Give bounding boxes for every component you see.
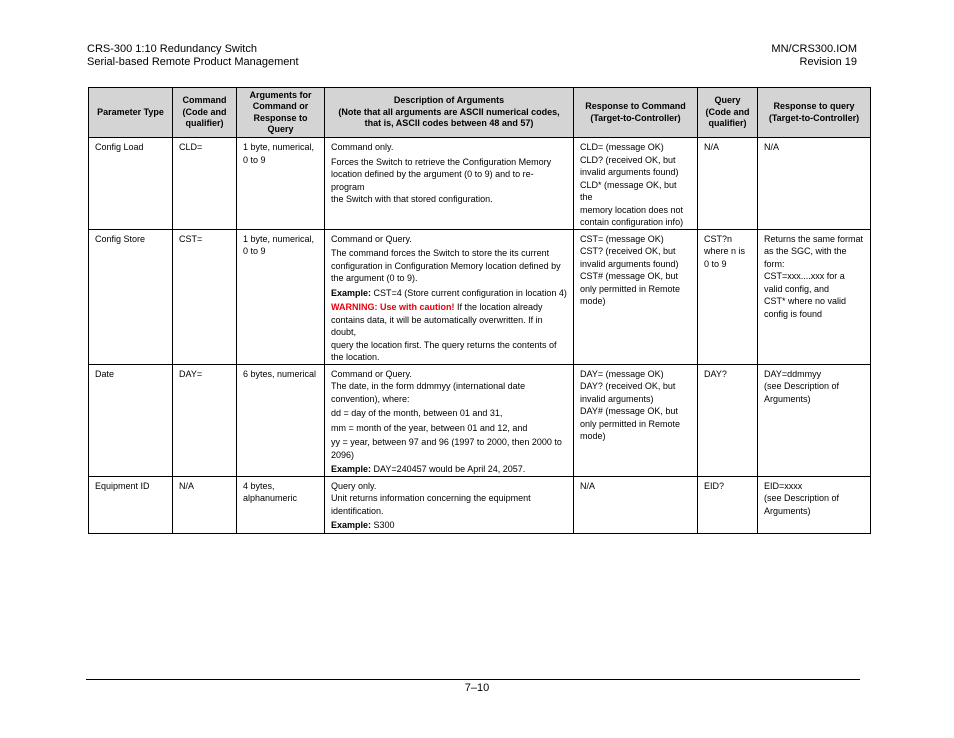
query-cell: DAY? — [698, 364, 758, 476]
table-row — [89, 138, 871, 230]
arguments-cell: 6 bytes, numerical — [237, 364, 325, 476]
query-cell: N/A — [698, 138, 758, 230]
document-revision: Revision 19 — [799, 56, 857, 68]
column-header-description: Description of Arguments (Note that all arguments are ASCII numerical codes, that is, ASCII codes between 48 and 57) — [325, 88, 574, 138]
page-number: 7–10 — [464, 682, 490, 694]
header-right — [771, 43, 857, 69]
document-subtitle: Serial-based Remote Product Management — [87, 56, 299, 68]
response-to-command-cell: CLD= (message OK) CLD? (received OK, but invalid arguments found) CLD* (message OK, but the memory location does not contain configuration info) — [574, 138, 698, 230]
footer-rule — [86, 679, 860, 680]
example-label: Example: — [331, 287, 372, 298]
arguments-cell: 1 byte, numerical, 0 to 9 — [237, 229, 325, 364]
arguments-cell: 4 bytes, alphanumeric — [237, 476, 325, 533]
column-header-command: Command (Code and qualifier) — [173, 88, 237, 138]
response-to-query-cell: EID=xxxx (see Description of Arguments) — [758, 476, 871, 533]
response-to-query-cell: N/A — [758, 138, 871, 230]
parameter-type-cell: Date — [89, 364, 173, 476]
document-id: MN/CRS300.IOM — [771, 43, 857, 55]
column-header-response-to-query: Response to query (Target-to-Controller) — [758, 88, 871, 138]
column-header-parameter-type: Parameter Type — [89, 88, 173, 138]
response-to-command-cell: N/A — [574, 476, 698, 533]
column-header-arguments: Arguments for Command or Response to Query — [237, 88, 325, 138]
table-header-row — [89, 88, 871, 138]
response-to-command-cell: DAY= (message OK) DAY? (received OK, but invalid arguments) DAY# (message OK, but only permitted in Remote mode) — [574, 364, 698, 476]
command-cell: N/A — [173, 476, 237, 533]
column-header-response-to-command: Response to Command (Target-to-Controller) — [574, 88, 698, 138]
command-table — [88, 87, 871, 534]
example-label: Example: — [331, 520, 372, 530]
description-cell: Command only. Forces the Switch to retrieve the Configuration Memory location defined by the argument (0 to 9) and to re-program the Switch with that stored configuration. — [325, 138, 574, 230]
parameter-type-cell: Config Store — [89, 229, 173, 364]
document-title: CRS-300 1:10 Redundancy Switch — [87, 43, 257, 55]
query-cell: CST?n where n is 0 to 9 — [698, 229, 758, 364]
response-to-query-cell: Returns the same format as the SGC, with the form: CST=xxx....xxx for a valid config, and CST* where no valid config is found — [758, 229, 871, 364]
description-cell: Query only. Unit returns information concerning the equipment identification. Example: S300 — [325, 476, 574, 533]
response-to-command-cell: CST= (message OK) CST? (received OK, but invalid arguments found) CST# (message OK, but only permitted in Remote mode) — [574, 229, 698, 364]
description-cell: Command or Query. The command forces the Switch to store the its current configuration in Configuration Memory location defined by the argument (0 to 9). Example: CST=4 (Store current configuration in location 4) WARNING: Use with caution! If the location already contains data, it will be automatically overwritten. If in doubt, query the location first. The query returns the contents of the location. — [325, 229, 574, 364]
column-header-query: Query (Code and qualifier) — [698, 88, 758, 138]
warning-label: WARNING: Use with caution! — [331, 302, 455, 312]
table-row — [89, 364, 871, 476]
arguments-cell: 1 byte, numerical, 0 to 9 — [237, 138, 325, 230]
description-cell: Command or Query. The date, in the form ddmmyy (international date convention), where: dd = day of the month, between 01 and 31, mm = month of the year, between 01 and 12, and yy = year, between 97 and 96 (1997 to 2000, then 2000 to 2096) Example: DAY=240457 would be April 24, 2057. — [325, 364, 574, 476]
command-cell: DAY= — [173, 364, 237, 476]
parameter-type-cell: Equipment ID — [89, 476, 173, 533]
table-row — [89, 476, 871, 533]
command-cell: CST= — [173, 229, 237, 364]
response-to-query-cell: DAY=ddmmyy (see Description of Arguments) — [758, 364, 871, 476]
parameter-type-cell: Config Load — [89, 138, 173, 230]
table-row — [89, 229, 871, 364]
header-left — [87, 43, 299, 69]
command-cell: CLD= — [173, 138, 237, 230]
query-cell: EID? — [698, 476, 758, 533]
example-label: Example: — [331, 464, 372, 474]
